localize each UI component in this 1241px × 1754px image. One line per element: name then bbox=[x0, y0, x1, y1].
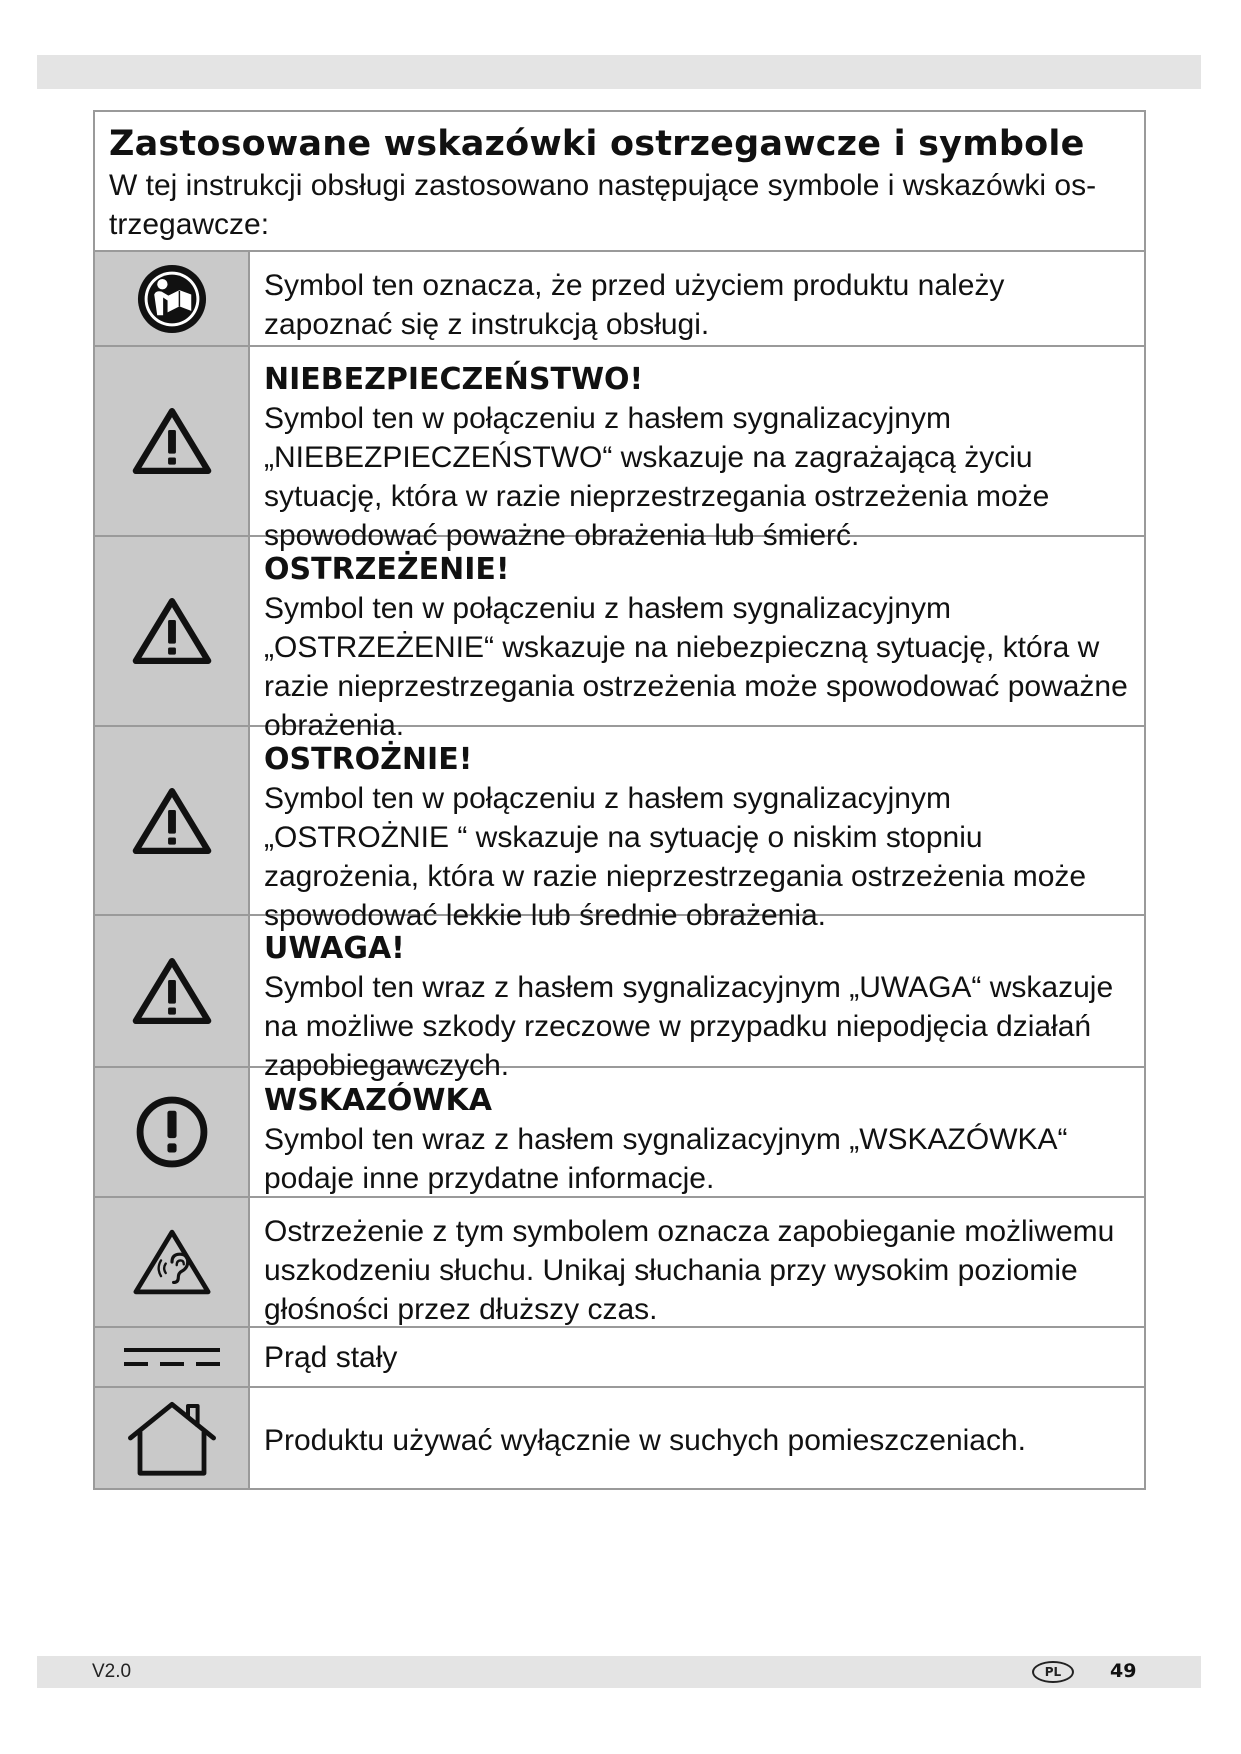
symbol-row-read-manual bbox=[95, 252, 1144, 347]
symbol-row-caution bbox=[95, 727, 1144, 932]
symbol-row-attention bbox=[95, 916, 1144, 1082]
direct-current-icon bbox=[122, 1342, 222, 1372]
warning-triangle-icon bbox=[132, 788, 212, 854]
footer-bar bbox=[37, 1656, 1201, 1688]
version-label: V2.0 bbox=[92, 1661, 132, 1682]
read-manual-icon bbox=[135, 262, 209, 336]
row-text-cell bbox=[250, 1328, 1144, 1386]
warning-symbols-table bbox=[93, 110, 1146, 1490]
hearing-damage-icon bbox=[132, 1229, 212, 1295]
language-badge: PL bbox=[1032, 1661, 1074, 1683]
symbol-row-hearing bbox=[95, 1198, 1144, 1328]
row-heading: UWAGA! bbox=[264, 931, 405, 966]
row-heading: OSTROŻNIE! bbox=[264, 742, 473, 777]
row-heading: WSKAZÓWKA bbox=[264, 1083, 492, 1118]
icon-cell bbox=[95, 1198, 250, 1326]
exclamation-circle-icon bbox=[134, 1094, 210, 1170]
header-bar bbox=[37, 55, 1201, 89]
section-title: Zastosowane wskazówki ostrzegawcze i symbole bbox=[109, 124, 1085, 164]
row-description: Prąd stały bbox=[264, 1341, 398, 1374]
row-description: Symbol ten oznacza, że przed użyciem produktu należy zapoznać się z instrukcją obsługi. bbox=[264, 269, 1005, 341]
row-description: Symbol ten wraz z hasłem sygnalizacyjnym „UWAGA“ wskazuje na możliwe szkody rzeczowe w przypadku niepodjęcia działań zapobiegawczych. bbox=[264, 971, 1114, 1082]
row-heading: OSTRZEŻENIE! bbox=[264, 552, 510, 587]
row-heading: NIEBEZPIECZEŃSTWO! bbox=[264, 362, 644, 397]
row-text-cell bbox=[250, 347, 1144, 552]
row-text-cell bbox=[250, 537, 1144, 742]
warning-triangle-icon bbox=[132, 598, 212, 664]
row-text-cell bbox=[250, 1388, 1144, 1488]
row-description: Ostrzeżenie z tym symbolem oznacza zapobieganie możliwemu uszkodzeniu słuchu. Unikaj słuchania przy wysokim poziomie głośności przez dłuższy czas. bbox=[264, 1215, 1115, 1326]
row-text-cell bbox=[250, 1198, 1144, 1326]
row-description: Produktu używać wyłącznie w suchych pomieszczeniach. bbox=[264, 1423, 1026, 1457]
table-header bbox=[95, 112, 1144, 252]
indoor-house-icon bbox=[124, 1398, 220, 1478]
row-description: Symbol ten wraz z hasłem sygnalizacyjnym „WSKAZÓWKA“ podaje inne przydatne informacje. bbox=[264, 1123, 1068, 1195]
page-number: 49 bbox=[1110, 1660, 1137, 1682]
warning-triangle-icon bbox=[132, 958, 212, 1024]
row-description: Symbol ten w połączeniu z hasłem sygnalizacyjnym „NIEBEZPIECZEŃSTWO“ wskazuje na zagrażającą życiu sytuację, która w razie nieprzestrzegania ostrzeżenia może spowodować poważne obrażenia lub śmierć. bbox=[264, 402, 1050, 552]
icon-cell bbox=[95, 537, 250, 725]
icon-cell bbox=[95, 727, 250, 914]
section-intro: W tej instrukcji obsługi zastosowano następujące symbole i wskazówki os-trzegawcze: bbox=[109, 169, 1097, 241]
icon-cell bbox=[95, 1068, 250, 1196]
symbol-row-direct-current bbox=[95, 1328, 1144, 1388]
icon-cell bbox=[95, 916, 250, 1066]
icon-cell bbox=[95, 252, 250, 345]
row-text-cell bbox=[250, 916, 1144, 1082]
row-description: Symbol ten w połączeniu z hasłem sygnalizacyjnym „OSTROŻNIE “ wskazuje na sytuację o niskim stopniu zagrożenia, która w razie nieprzestrzegania ostrzeżenia może spowodować lekkie lub średnie obrażenia. bbox=[264, 782, 1087, 932]
symbol-row-danger bbox=[95, 347, 1144, 552]
symbol-row-warning bbox=[95, 537, 1144, 742]
symbol-row-indoor bbox=[95, 1388, 1144, 1488]
icon-cell bbox=[95, 1328, 250, 1386]
row-text-cell bbox=[250, 252, 1144, 345]
row-description: Symbol ten w połączeniu z hasłem sygnalizacyjnym „OSTRZEŻENIE“ wskazuje na niebezpieczną sytuację, która w razie nieprzestrzegania ostrzeżenia może spowodować poważne obrażenia. bbox=[264, 592, 1128, 742]
warning-triangle-icon bbox=[132, 408, 212, 474]
symbol-row-note bbox=[95, 1068, 1144, 1198]
icon-cell bbox=[95, 1388, 250, 1488]
row-text-cell bbox=[250, 1068, 1144, 1196]
row-text-cell bbox=[250, 727, 1144, 932]
icon-cell bbox=[95, 347, 250, 535]
